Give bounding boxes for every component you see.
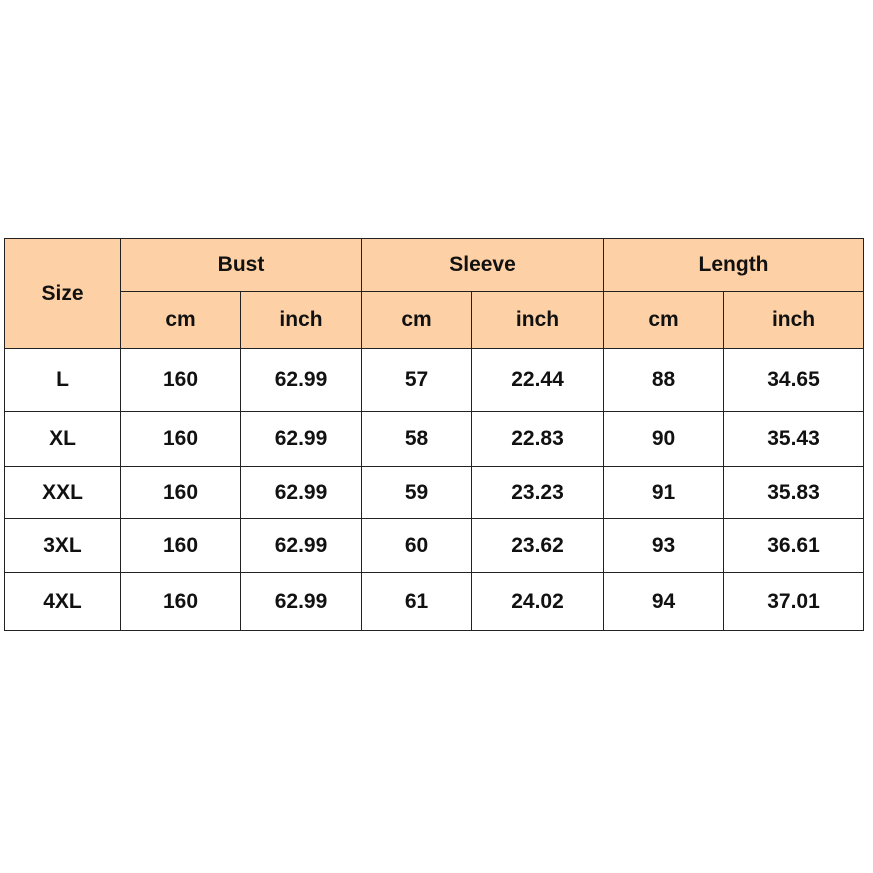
table-row xyxy=(5,349,864,412)
bust-cm-cell: 160 xyxy=(121,519,241,573)
bust-inch-cell: 62.99 xyxy=(241,467,362,519)
sleeve-cm-cell: 61 xyxy=(362,573,472,631)
length-cm-cell: 91 xyxy=(604,467,724,519)
bust-inch-cell: 62.99 xyxy=(241,412,362,467)
length-header: Length xyxy=(604,239,864,292)
bust-cm-cell: 160 xyxy=(121,412,241,467)
size-cell: XL xyxy=(5,412,121,467)
length-cm-cell: 93 xyxy=(604,519,724,573)
sleeve-inch-cell: 22.44 xyxy=(472,349,604,412)
bust-inch-cell: 62.99 xyxy=(241,573,362,631)
sleeve-inch-cell: 24.02 xyxy=(472,573,604,631)
size-header: Size xyxy=(5,239,121,349)
bust-cm-cell: 160 xyxy=(121,467,241,519)
bust-header: Bust xyxy=(121,239,362,292)
length-inch-cell: 37.01 xyxy=(724,573,864,631)
sleeve-inch-header: inch xyxy=(472,292,604,349)
bust-inch-header: inch xyxy=(241,292,362,349)
sleeve-cm-cell: 57 xyxy=(362,349,472,412)
size-cell: XXL xyxy=(5,467,121,519)
length-inch-cell: 36.61 xyxy=(724,519,864,573)
length-inch-cell: 35.43 xyxy=(724,412,864,467)
sleeve-cm-cell: 60 xyxy=(362,519,472,573)
length-inch-cell: 34.65 xyxy=(724,349,864,412)
sleeve-inch-cell: 22.83 xyxy=(472,412,604,467)
sleeve-inch-cell: 23.23 xyxy=(472,467,604,519)
table-row xyxy=(5,573,864,631)
header-row-groups xyxy=(5,239,864,292)
length-cm-cell: 88 xyxy=(604,349,724,412)
length-cm-header: cm xyxy=(604,292,724,349)
sleeve-inch-cell: 23.62 xyxy=(472,519,604,573)
length-cm-cell: 94 xyxy=(604,573,724,631)
size-cell: 4XL xyxy=(5,573,121,631)
sleeve-header: Sleeve xyxy=(362,239,604,292)
bust-cm-header: cm xyxy=(121,292,241,349)
table-row xyxy=(5,519,864,573)
bust-inch-cell: 62.99 xyxy=(241,519,362,573)
bust-inch-cell: 62.99 xyxy=(241,349,362,412)
length-inch-header: inch xyxy=(724,292,864,349)
length-inch-cell: 35.83 xyxy=(724,467,864,519)
size-cell: 3XL xyxy=(5,519,121,573)
size-cell: L xyxy=(5,349,121,412)
sleeve-cm-cell: 58 xyxy=(362,412,472,467)
table-row xyxy=(5,467,864,519)
size-chart-table xyxy=(4,238,864,631)
bust-cm-cell: 160 xyxy=(121,573,241,631)
header-row-units xyxy=(5,292,864,349)
sleeve-cm-header: cm xyxy=(362,292,472,349)
table-row xyxy=(5,412,864,467)
length-cm-cell: 90 xyxy=(604,412,724,467)
bust-cm-cell: 160 xyxy=(121,349,241,412)
sleeve-cm-cell: 59 xyxy=(362,467,472,519)
